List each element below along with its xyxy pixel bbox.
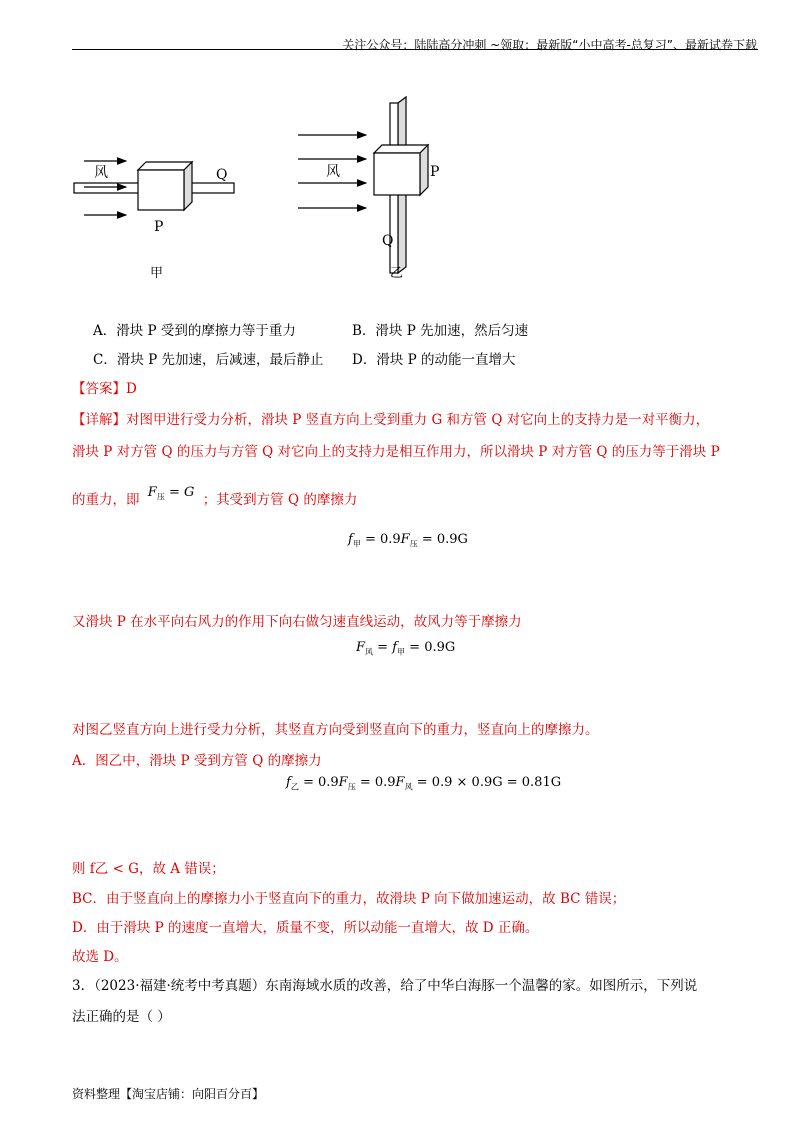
block-side [184,162,192,210]
formula-symbol: f [392,640,398,655]
explanation-line-5: 对图乙竖直方向上进行受力分析，其竖直方向受到竖直向下的重力，竖直向上的摩擦力。 [72,722,599,738]
formula-symbol: F [147,485,157,500]
block-p-right [374,153,420,195]
explanation-line-7: 则 f乙 < G，故 A 错误； [72,861,225,877]
formula-symbol: f [348,532,353,547]
tube-label-left: Q [216,167,228,183]
formula-f-press [144,485,199,500]
formula-f-yi [286,775,561,793]
figure-jia [74,161,234,281]
explanation-line-10: 故选 D。 [72,949,128,965]
formula-symbol: F [400,532,410,547]
block-top [138,162,192,170]
formula-operator: = 0.9 [364,532,401,547]
explanation-text: ；其受到方管 Q 的摩擦力 [202,492,358,508]
wind-label-left: 风 [94,165,108,181]
page-footer: 资料整理【淘宝店铺：向阳百分百】 [72,1087,265,1101]
formula-subscript: 风 [365,647,374,657]
explanation-line-3 [72,485,358,511]
formula-rhs: = 0.9 × 0.9G = 0.81G [416,775,562,790]
option-b: B．滑块 P 先加速，然后匀速 [352,323,529,339]
header-divider [72,49,758,50]
figure-yi [298,97,439,281]
explanation-line-6: A．图乙中，滑块 P 受到方管 Q 的摩擦力 [72,753,322,769]
explanation-line-9: D．由于滑块 P 的速度一直增大，质量不变，所以动能一直增大，故 D 正确。 [72,920,539,936]
page-header: 关注公众号：陆陆高分冲刺 ~领取：最新版“小中高考-总复习”、最新试卷下载 [342,38,757,52]
formula-subscript: 压 [409,539,418,549]
answer-label: 【答案】 [72,381,126,397]
option-a: A．滑块 P 受到的摩擦力等于重力 [93,323,296,339]
caption-jia: 甲 [150,266,164,281]
formula-symbol: F [395,775,405,790]
wind-label-right: 风 [326,164,340,180]
formula-symbol: F [338,775,348,790]
block-label-right: P [430,164,440,180]
formula-f-wind [356,640,455,658]
answer-value: D [126,381,137,397]
block-p [138,170,184,210]
explanation-line-4: 又滑块 P 在水平向右风力的作用下向右做匀速直线运动，故风力等于摩擦力 [72,614,522,630]
explanation-text: 对图甲进行受力分析，滑块 P 竖直方向上受到重力 G 和方管 Q 对它向上的支持力是一对平衡力， [126,412,710,428]
formula-symbol: F [356,640,366,655]
formula-subscript: 压 [347,782,356,792]
formula-subscript: 风 [404,782,413,792]
question-3-line-1: 3．（2023·福建·统考中考真题）东南海域水质的改善，给了中华白海豚一个温馨的家。如图所示，下列说 [72,978,698,994]
formula-operator: = [377,640,389,655]
physics-diagram [70,95,470,295]
formula-f-jia [348,532,468,550]
caption-yi: 乙 [390,266,404,281]
tube-label-right: Q [382,233,394,249]
explanation-line-8: BC．由于竖直向上的摩擦力小于竖直向下的重力，故滑块 P 向下做加速运动，故 BC 错误； [72,891,626,907]
formula-rhs: = 0.9G [409,640,456,655]
explanation-line-2: 滑块 P 对方管 Q 的压力与方管 Q 对它向上的支持力是相互作用力，所以滑块 P 对方管 Q 的压力等于滑块 P [72,444,720,460]
option-c: C．滑块 P 先加速，后减速，最后静止 [93,352,324,368]
formula-rhs: = G [168,485,195,500]
formula-subscript: 压 [156,492,165,502]
explanation-text: 的重力，即 [72,492,140,508]
formula-operator: = 0.9 [302,775,339,790]
formula-subscript: 甲 [397,647,406,657]
option-d: D．滑块 P 的动能一直增大 [352,352,516,368]
explanation-label: 【详解】 [72,412,126,428]
block-label-left: P [154,219,164,235]
answer [72,377,137,397]
question-3-line-2: 法正确的是（ ） [72,1009,171,1025]
formula-subscript: 乙 [290,782,299,792]
formula-operator: = 0.9 [359,775,396,790]
formula-symbol: f [286,775,291,790]
formula-subscript: 甲 [352,539,361,549]
formula-rhs: = 0.9G [421,532,468,547]
explanation-line-1 [72,408,709,428]
